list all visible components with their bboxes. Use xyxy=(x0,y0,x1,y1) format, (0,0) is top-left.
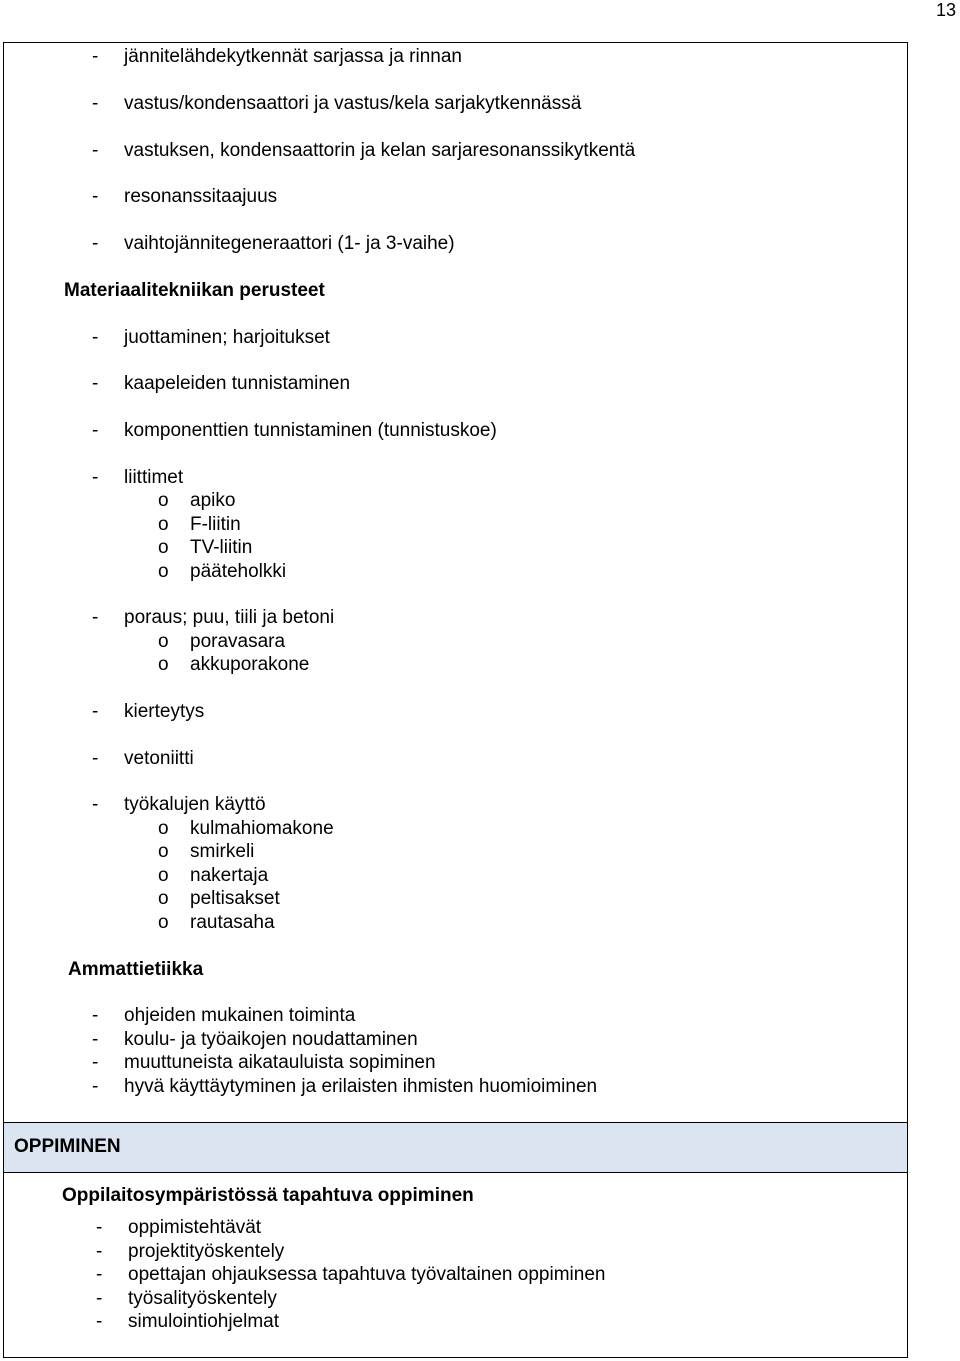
list-dash: - xyxy=(96,1241,103,1262)
list-dash: - xyxy=(92,186,99,207)
sublist-item: F-liitin xyxy=(190,514,241,535)
list-item: projektityöskentely xyxy=(128,1241,285,1262)
list-item: muuttuneista aikatauluista sopiminen xyxy=(124,1052,436,1073)
list-dash: - xyxy=(92,794,99,815)
sublist-bullet: o xyxy=(158,654,169,675)
list-dash: - xyxy=(96,1217,103,1238)
list-dash: - xyxy=(96,1311,103,1332)
list-item: ohjeiden mukainen toiminta xyxy=(124,1005,356,1026)
list-dash: - xyxy=(92,327,99,348)
list-item: liittimet xyxy=(124,467,184,488)
sublist-bullet: o xyxy=(158,912,169,933)
sublist-item: akkuporakone xyxy=(190,654,310,675)
page-number: 13 xyxy=(935,0,956,20)
list-dash: - xyxy=(92,140,99,161)
list-item: opettajan ohjauksessa tapahtuva työvaltainen oppiminen xyxy=(128,1264,606,1285)
list-dash: - xyxy=(92,93,99,114)
list-dash: - xyxy=(92,1052,99,1073)
sublist-item: nakertaja xyxy=(190,865,269,886)
list-dash: - xyxy=(92,420,99,441)
content-table xyxy=(3,42,908,1358)
sublist-bullet: o xyxy=(158,537,169,558)
list-item: resonanssitaajuus xyxy=(124,186,278,207)
list-item: vastus/kondensaattori ja vastus/kela sarjakytkennässä xyxy=(124,93,582,114)
list-item: juottaminen; harjoitukset xyxy=(124,327,330,348)
list-item: kaapeleiden tunnistaminen xyxy=(124,373,351,394)
sublist-bullet: o xyxy=(158,514,169,535)
sublist-item: smirkeli xyxy=(190,841,255,862)
list-dash: - xyxy=(92,748,99,769)
band-title: OPPIMINEN xyxy=(14,1136,121,1157)
list-dash: - xyxy=(92,233,99,254)
section-heading-oppilaitosymparisto: Oppilaitosympäristössä tapahtuva oppiminen xyxy=(62,1185,474,1206)
sublist-item: peltisakset xyxy=(190,888,280,909)
list-item: vaihtojännitegeneraattori (1- ja 3-vaihe) xyxy=(124,233,455,254)
list-item: poraus; puu, tiili ja betoni xyxy=(124,607,335,628)
list-dash: - xyxy=(92,1005,99,1026)
list-dash: - xyxy=(92,607,99,628)
sublist-bullet: o xyxy=(158,561,169,582)
list-dash: - xyxy=(96,1264,103,1285)
list-dash: - xyxy=(92,1076,99,1097)
sublist-bullet: o xyxy=(158,818,169,839)
list-item: vetoniitti xyxy=(124,748,194,769)
sublist-item: apiko xyxy=(190,490,236,511)
sublist-bullet: o xyxy=(158,490,169,511)
sublist-item: pääteholkki xyxy=(190,561,287,582)
sublist-bullet: o xyxy=(158,841,169,862)
list-item: työkalujen käyttö xyxy=(124,794,266,815)
list-item: komponenttien tunnistaminen (tunnistuskoe) xyxy=(124,420,497,441)
sublist-bullet: o xyxy=(158,888,169,909)
list-item: työsalityöskentely xyxy=(128,1288,277,1309)
list-item: vastuksen, kondensaattorin ja kelan sarjaresonanssikytkentä xyxy=(124,140,636,161)
list-item: hyvä käyttäytyminen ja erilaisten ihmisten huomioiminen xyxy=(124,1076,598,1097)
sublist-bullet: o xyxy=(158,865,169,886)
list-item: oppimistehtävät xyxy=(128,1217,262,1238)
section-heading-materiaalitekniikka: Materiaalitekniikan perusteet xyxy=(64,280,325,301)
list-item: kierteytys xyxy=(124,701,205,722)
sublist-item: TV-liitin xyxy=(190,537,253,558)
list-dash: - xyxy=(92,46,99,67)
list-dash: - xyxy=(92,701,99,722)
list-dash: - xyxy=(96,1288,103,1309)
list-dash: - xyxy=(92,467,99,488)
section-band-oppiminen xyxy=(4,1122,907,1173)
list-item: koulu- ja työaikojen noudattaminen xyxy=(124,1029,418,1050)
sublist-item: poravasara xyxy=(190,631,286,652)
list-dash: - xyxy=(92,1029,99,1050)
list-item: simulointiohjelmat xyxy=(128,1311,280,1332)
sublist-item: rautasaha xyxy=(190,912,275,933)
list-dash: - xyxy=(92,373,99,394)
list-item: jännitelähdekytkennät sarjassa ja rinnan xyxy=(124,46,462,67)
sublist-bullet: o xyxy=(158,631,169,652)
section-heading-ammattietiikka: Ammattietiikka xyxy=(68,959,204,980)
sublist-item: kulmahiomakone xyxy=(190,818,334,839)
